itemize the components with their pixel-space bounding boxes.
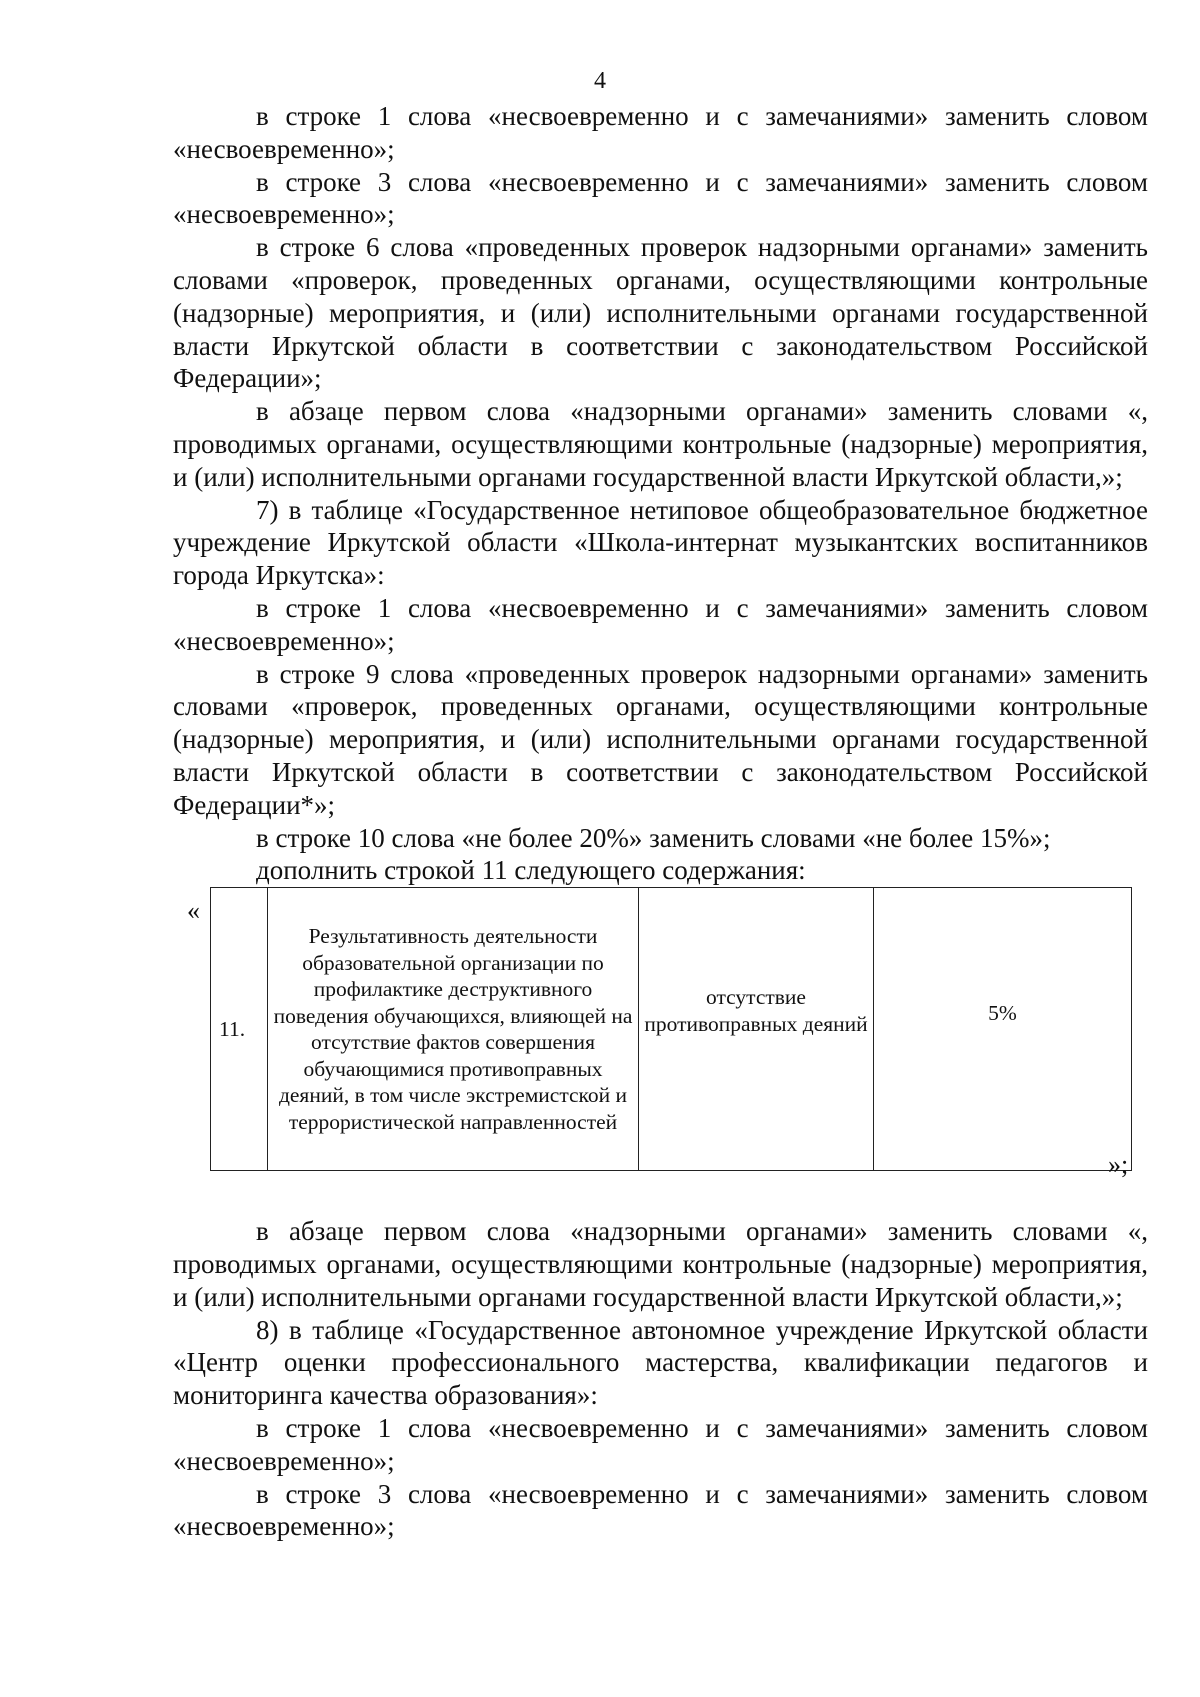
spacer: [173, 1177, 1148, 1215]
paragraph-11: 8) в таблице «Государственное автономное учреждение Иркутской области «Центр оценки профессионального мастерства, квалификации педагогов и мониторинга качества образования»:: [173, 1314, 1148, 1411]
paragraph-3: в строке 6 слова «проведенных проверок надзорными органами» заменить словами «проверок, проведенных органами, осуществляющими контрольные (надзорные) мероприятия, и (или) исполнительными органами государственной власти Иркутской области в соответствии с законодательством Российской Федерации»;: [173, 232, 1148, 394]
paragraph-4: в абзаце первом слова «надзорными органами» заменить словами «, проводимых органами, осуществляющими контрольные (надзорные) мероприятия, и (или) исполнительными органами государственной власти Иркутской области,»;: [173, 396, 1148, 492]
paragraph-5: 7) в таблице «Государственное нетиповое общеобразовательное бюджетное учреждение Иркутской области «Школа-интернат музыкантских воспитанников города Иркутска»:: [173, 494, 1148, 591]
paragraph-7: в строке 9 слова «проведенных проверок надзорными органами» заменить словами «проверок, проведенных органами, осуществляющими контрольные (надзорные) мероприятия, и (или) исполнительными органами государственной власти Иркутской области в соответствии с законодательством Российской Федерации*»;: [173, 658, 1148, 820]
paragraph-12: в строке 1 слова «несвоевременно и с замечаниями» заменить словом «несвоевременно»;: [173, 1412, 1148, 1476]
insert-table-block: [173, 887, 1148, 1180]
paragraph-6: в строке 1 слова «несвоевременно и с замечаниями» заменить словом «несвоевременно»;: [173, 592, 1148, 656]
indicator-cell: Результативность деятельности образовательной организации по профилактике деструктивного поведения обучающихся, влияющей на отсутствие фактов совершения обучающимися противоправных деяний, в том числе экстремистской и террористической направленностей: [268, 888, 639, 1171]
open-quote: «: [187, 896, 200, 926]
close-quote: »;: [1108, 1150, 1129, 1180]
page-number: 4: [594, 68, 606, 94]
document-body: [173, 100, 1148, 1543]
table-row: [211, 888, 1132, 1171]
value-cell: 5%: [874, 888, 1132, 1171]
row-number-cell: 11.: [211, 888, 268, 1171]
insert-table: [210, 887, 1132, 1171]
paragraph-9: дополнить строкой 11 следующего содержания:: [256, 855, 806, 886]
paragraph-8: в строке 10 слова «не более 20%» заменить словами «не более 15%»;: [256, 822, 1051, 853]
paragraph-13: в строке 3 слова «несвоевременно и с замечаниями» заменить словом «несвоевременно»;: [173, 1478, 1148, 1542]
paragraph-10: в абзаце первом слова «надзорными органами» заменить словами «, проводимых органами, осуществляющими контрольные (надзорные) мероприятия, и (или) исполнительными органами государственной власти Иркутской области,»;: [173, 1216, 1148, 1312]
paragraph-2: в строке 3 слова «несвоевременно и с замечаниями» заменить словом «несвоевременно»;: [173, 166, 1148, 230]
criterion-cell: отсутствие противоправных деяний: [639, 888, 874, 1171]
paragraph-1: в строке 1 слова «несвоевременно и с замечаниями» заменить словом «несвоевременно»;: [173, 101, 1148, 164]
